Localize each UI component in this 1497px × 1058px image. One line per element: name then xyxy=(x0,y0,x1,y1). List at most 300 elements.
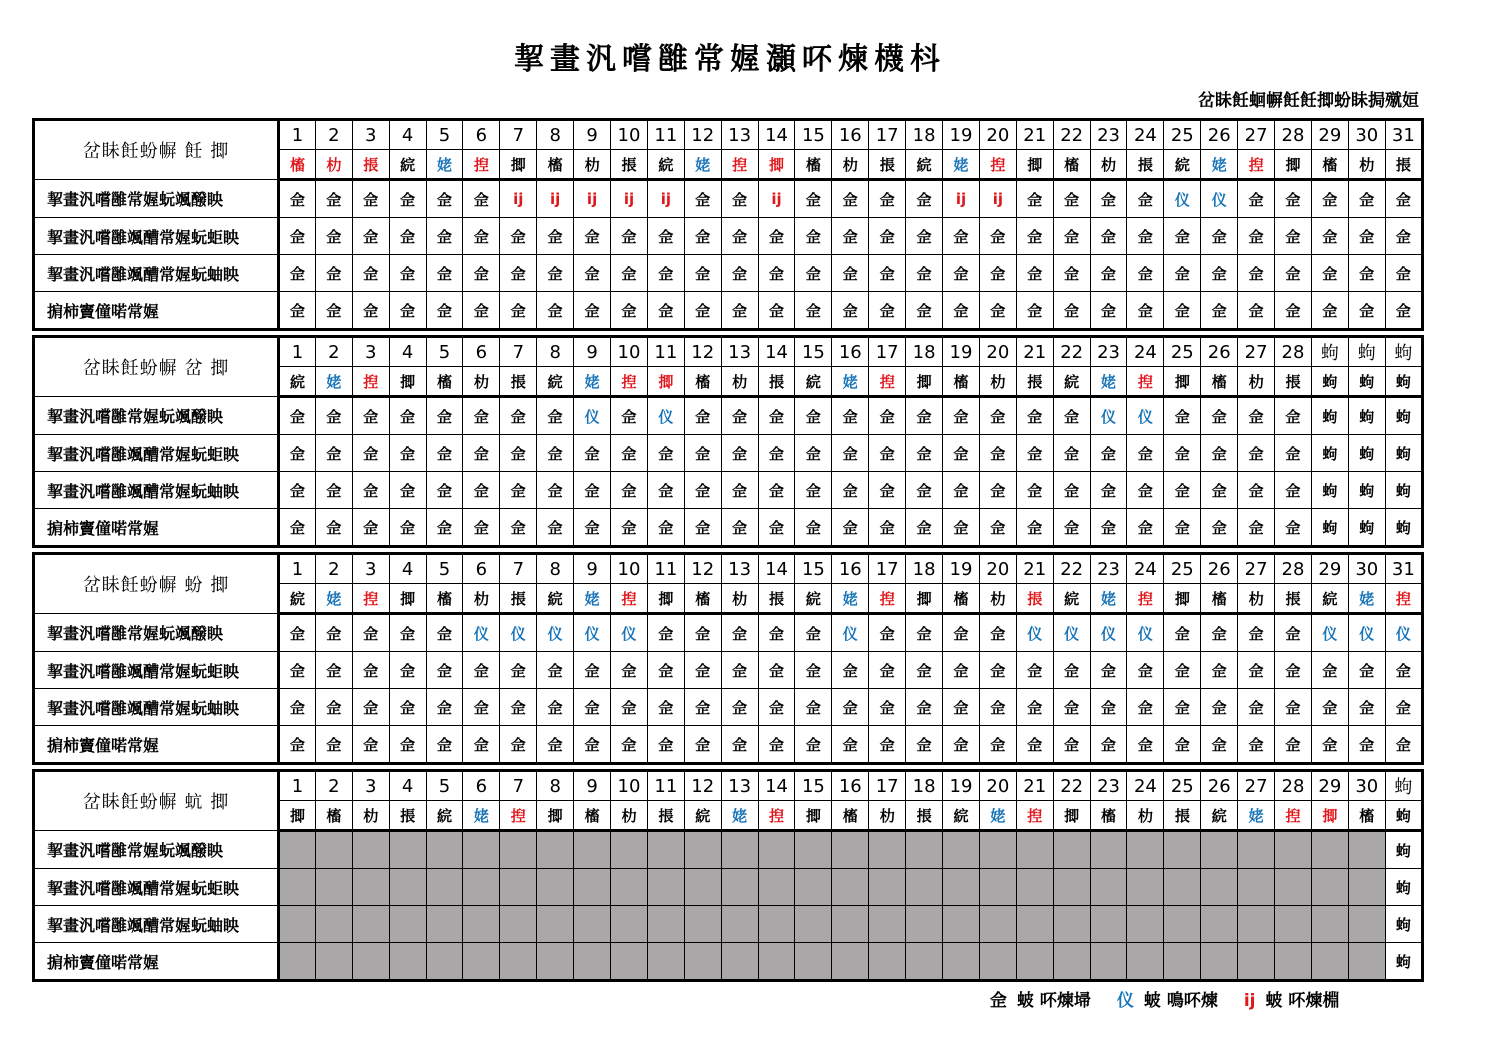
weekday: 掁 xyxy=(1164,801,1201,831)
status-cell xyxy=(1348,831,1385,869)
day-number: 6 xyxy=(463,337,500,367)
day-number: 1 xyxy=(279,554,316,584)
status-cell: 佱 xyxy=(1127,180,1164,218)
day-number: 15 xyxy=(795,337,832,367)
status-cell xyxy=(795,943,832,981)
table-row xyxy=(34,614,1423,652)
day-number: 2 xyxy=(315,554,352,584)
table-row xyxy=(34,652,1423,689)
status-cell xyxy=(315,869,352,906)
weekday: 掁 xyxy=(869,150,906,180)
day-number: 8 xyxy=(537,337,574,367)
status-cell: 佱 xyxy=(1311,652,1348,689)
status-cell: 佱 xyxy=(1053,509,1090,547)
weekday: 綄 xyxy=(795,584,832,614)
status-cell xyxy=(1238,869,1275,906)
status-cell xyxy=(463,831,500,869)
status-cell: 佱 xyxy=(1311,726,1348,764)
status-cell: 佱 xyxy=(906,255,943,292)
status-cell: 佱 xyxy=(1201,435,1238,472)
status-cell: 佱 xyxy=(389,218,426,255)
weekday: 蚼 xyxy=(1385,367,1422,397)
weekday: 姥 xyxy=(1090,367,1127,397)
status-cell: 佱 xyxy=(1164,435,1201,472)
status-cell xyxy=(1348,906,1385,943)
day-number: 19 xyxy=(943,771,980,801)
status-cell: 佱 xyxy=(758,689,795,726)
status-cell xyxy=(1311,943,1348,981)
status-cell: 佱 xyxy=(279,614,316,652)
status-cell: 佱 xyxy=(389,292,426,330)
status-cell: ij xyxy=(574,180,611,218)
weekday: 槒 xyxy=(426,367,463,397)
status-cell: 佱 xyxy=(869,472,906,509)
weekday: 姥 xyxy=(426,150,463,180)
status-cell: ij xyxy=(537,180,574,218)
weekday: 槒 xyxy=(684,584,721,614)
status-cell: 佱 xyxy=(537,255,574,292)
status-cell: 佱 xyxy=(500,472,537,509)
month-label: 岔眛飪蚡幈 岔 揤 xyxy=(34,337,279,397)
day-number: 24 xyxy=(1127,554,1164,584)
weekday: 揤 xyxy=(500,150,537,180)
status-cell: 佱 xyxy=(1275,689,1312,726)
status-cell: 佱 xyxy=(279,652,316,689)
status-cell: 佱 xyxy=(647,255,684,292)
status-cell: 佱 xyxy=(315,509,352,547)
weekday: 掁 xyxy=(906,801,943,831)
day-number: 28 xyxy=(1275,120,1312,150)
status-cell: ij xyxy=(611,180,648,218)
row-label: 挈畫汎嚐雝颯醩常媉蚖蚰眏 xyxy=(34,906,279,943)
status-cell xyxy=(832,943,869,981)
status-cell: 佱 xyxy=(721,472,758,509)
weekday: 綄 xyxy=(426,801,463,831)
status-cell: 佱 xyxy=(647,472,684,509)
status-cell xyxy=(1016,869,1053,906)
day-number: 15 xyxy=(795,554,832,584)
day-number: 27 xyxy=(1238,771,1275,801)
day-number: 8 xyxy=(537,120,574,150)
status-cell: 佱 xyxy=(537,509,574,547)
day-number: 蚼 xyxy=(1348,337,1385,367)
day-number: 29 xyxy=(1311,120,1348,150)
day-number: 24 xyxy=(1127,337,1164,367)
status-cell: 佱 xyxy=(869,255,906,292)
weekday: 揑 xyxy=(1385,584,1422,614)
status-cell: 仪 xyxy=(1311,614,1348,652)
weekday: 綄 xyxy=(1164,150,1201,180)
table-row xyxy=(34,180,1423,218)
row-label: 挈畫汎嚐雝颯醩常媉蚖蚷眏 xyxy=(34,218,279,255)
day-number: 1 xyxy=(279,337,316,367)
status-cell: 佱 xyxy=(1201,472,1238,509)
status-cell xyxy=(1127,869,1164,906)
weekday: 揤 xyxy=(1053,801,1090,831)
row-label: 挈畫汎嚐雝颯醩常媉蚖蚷眏 xyxy=(34,435,279,472)
table-row xyxy=(34,218,1423,255)
status-cell: 佱 xyxy=(1311,255,1348,292)
weekday: 揑 xyxy=(611,367,648,397)
status-cell xyxy=(1016,943,1053,981)
status-cell: 佱 xyxy=(574,292,611,330)
weekday: 蚼 xyxy=(1348,367,1385,397)
table-row xyxy=(34,869,1423,906)
weekday: 揤 xyxy=(906,584,943,614)
status-cell xyxy=(537,943,574,981)
status-cell: 佱 xyxy=(795,435,832,472)
status-cell: 佱 xyxy=(389,689,426,726)
status-cell: 佱 xyxy=(574,435,611,472)
day-number: 17 xyxy=(869,554,906,584)
day-number: 17 xyxy=(869,337,906,367)
status-cell: 佱 xyxy=(537,435,574,472)
day-number: 11 xyxy=(647,120,684,150)
status-cell xyxy=(1201,906,1238,943)
status-cell xyxy=(647,906,684,943)
status-cell: 佱 xyxy=(1311,292,1348,330)
day-number: 20 xyxy=(979,120,1016,150)
status-cell: 佱 xyxy=(1385,689,1422,726)
day-number: 29 xyxy=(1311,554,1348,584)
day-number: 27 xyxy=(1238,337,1275,367)
weekday: 揤 xyxy=(1164,584,1201,614)
status-cell: 佱 xyxy=(611,652,648,689)
status-cell: 佱 xyxy=(389,397,426,435)
status-cell: 佱 xyxy=(537,652,574,689)
row-label: 挈畫汎嚐雝颯醩常媉蚖蚰眏 xyxy=(34,689,279,726)
status-cell: 佱 xyxy=(352,726,389,764)
weekday: 綄 xyxy=(684,801,721,831)
day-number: 16 xyxy=(832,337,869,367)
day-number: 23 xyxy=(1090,120,1127,150)
status-cell: 仪 xyxy=(500,614,537,652)
weekday: 姥 xyxy=(1090,584,1127,614)
status-cell: 佱 xyxy=(795,218,832,255)
status-cell: 佱 xyxy=(1053,255,1090,292)
day-number: 22 xyxy=(1053,554,1090,584)
status-cell: 佱 xyxy=(1385,652,1422,689)
status-cell xyxy=(574,831,611,869)
weekday: 槒 xyxy=(1201,584,1238,614)
month-label: 岔眛飪蚡幈 蚢 揤 xyxy=(34,771,279,831)
status-cell xyxy=(315,943,352,981)
day-number: 5 xyxy=(426,120,463,150)
status-cell: 佱 xyxy=(1238,180,1275,218)
status-cell xyxy=(684,943,721,981)
day-number: 11 xyxy=(647,554,684,584)
status-cell: 佱 xyxy=(795,509,832,547)
weekday: 綄 xyxy=(1201,801,1238,831)
status-cell: 佱 xyxy=(721,255,758,292)
status-cell: 佱 xyxy=(500,218,537,255)
status-cell: 佱 xyxy=(1385,180,1422,218)
status-cell: 佱 xyxy=(869,509,906,547)
status-cell: 佱 xyxy=(943,218,980,255)
day-number: 10 xyxy=(611,337,648,367)
status-cell: 佱 xyxy=(906,397,943,435)
status-cell: 佱 xyxy=(943,397,980,435)
day-number: 10 xyxy=(611,554,648,584)
day-number: 28 xyxy=(1275,337,1312,367)
status-cell: 佱 xyxy=(758,435,795,472)
month-table xyxy=(32,552,1424,765)
weekday: 朸 xyxy=(1238,584,1275,614)
status-cell: 佱 xyxy=(1127,255,1164,292)
day-number: 28 xyxy=(1275,554,1312,584)
weekday: 槒 xyxy=(943,367,980,397)
status-cell: 佱 xyxy=(795,652,832,689)
row-label: 挈畫汎嚐雝颯醩常媉蚖蚰眏 xyxy=(34,472,279,509)
weekday: 槒 xyxy=(1348,801,1385,831)
day-number: 1 xyxy=(279,771,316,801)
status-cell: ij xyxy=(943,180,980,218)
row-label: 挈畫汎嚐雝颯醩常媉蚖蚷眏 xyxy=(34,869,279,906)
weekday: 掁 xyxy=(758,367,795,397)
status-cell: 佱 xyxy=(832,652,869,689)
status-cell: 佱 xyxy=(795,292,832,330)
status-cell: 仪 xyxy=(1201,180,1238,218)
status-cell: 佱 xyxy=(1348,652,1385,689)
status-cell: 佱 xyxy=(1201,218,1238,255)
status-cell: 佱 xyxy=(1385,255,1422,292)
status-cell: 佱 xyxy=(1016,255,1053,292)
status-cell: 仪 xyxy=(1385,614,1422,652)
weekday: 綄 xyxy=(943,801,980,831)
status-cell: 佱 xyxy=(832,292,869,330)
status-cell: 佱 xyxy=(352,614,389,652)
status-cell xyxy=(426,943,463,981)
status-cell: 佱 xyxy=(647,689,684,726)
day-number: 11 xyxy=(647,337,684,367)
status-cell: 佱 xyxy=(1275,180,1312,218)
status-cell: 蚼 xyxy=(1385,906,1422,943)
status-cell xyxy=(611,869,648,906)
status-cell: 佱 xyxy=(943,509,980,547)
status-cell: 佱 xyxy=(721,292,758,330)
status-cell: 佱 xyxy=(574,689,611,726)
status-cell: 佱 xyxy=(279,726,316,764)
weekday: 掁 xyxy=(1385,150,1422,180)
status-cell: 佱 xyxy=(943,689,980,726)
day-number: 28 xyxy=(1275,771,1312,801)
status-cell: 佱 xyxy=(352,509,389,547)
status-cell: 佱 xyxy=(758,292,795,330)
status-cell xyxy=(279,906,316,943)
weekday: 掁 xyxy=(500,584,537,614)
day-number: 13 xyxy=(721,337,758,367)
status-cell: 佱 xyxy=(906,652,943,689)
status-cell xyxy=(1127,831,1164,869)
status-cell xyxy=(1127,943,1164,981)
status-cell: 佱 xyxy=(611,397,648,435)
table-row xyxy=(34,726,1423,764)
day-number: 9 xyxy=(574,337,611,367)
day-number: 23 xyxy=(1090,337,1127,367)
status-cell: 佱 xyxy=(758,614,795,652)
status-cell xyxy=(795,869,832,906)
day-number: 22 xyxy=(1053,771,1090,801)
status-cell: 佱 xyxy=(758,472,795,509)
status-cell xyxy=(721,943,758,981)
weekday: 姥 xyxy=(684,150,721,180)
status-cell: 佱 xyxy=(943,435,980,472)
status-cell: 佱 xyxy=(1053,180,1090,218)
status-cell: 佱 xyxy=(1053,689,1090,726)
legend-symbol: 仪 xyxy=(1116,991,1134,1011)
status-cell: 佱 xyxy=(574,255,611,292)
status-cell: 佱 xyxy=(1016,292,1053,330)
day-number: 20 xyxy=(979,554,1016,584)
day-number: 1 xyxy=(279,120,316,150)
weekday: 朸 xyxy=(611,801,648,831)
day-number: 25 xyxy=(1164,120,1201,150)
status-cell: 佱 xyxy=(426,726,463,764)
status-cell: 蚼 xyxy=(1311,472,1348,509)
weekday: 姥 xyxy=(832,367,869,397)
status-cell: 佱 xyxy=(1127,652,1164,689)
weekday: 槒 xyxy=(1090,801,1127,831)
status-cell: 佱 xyxy=(1164,726,1201,764)
status-cell: 佱 xyxy=(315,472,352,509)
status-cell: 佱 xyxy=(906,472,943,509)
status-cell: 仪 xyxy=(1090,614,1127,652)
status-cell xyxy=(832,869,869,906)
status-cell: 佱 xyxy=(1090,509,1127,547)
status-cell: 佱 xyxy=(943,726,980,764)
status-cell xyxy=(1090,831,1127,869)
day-number: 17 xyxy=(869,771,906,801)
status-cell: 佱 xyxy=(426,218,463,255)
status-cell: 佱 xyxy=(869,689,906,726)
weekday: 槒 xyxy=(832,801,869,831)
weekday: 揑 xyxy=(352,367,389,397)
day-number: 20 xyxy=(979,771,1016,801)
status-cell: 佱 xyxy=(426,509,463,547)
day-number: 7 xyxy=(500,337,537,367)
status-cell: 佱 xyxy=(1201,726,1238,764)
status-cell: 佱 xyxy=(1164,652,1201,689)
status-cell: 佱 xyxy=(758,652,795,689)
status-cell: 仪 xyxy=(1127,614,1164,652)
weekday: 揑 xyxy=(1016,801,1053,831)
status-cell: 佱 xyxy=(500,397,537,435)
status-cell: 佱 xyxy=(869,614,906,652)
status-cell: 佱 xyxy=(279,397,316,435)
status-cell: 佱 xyxy=(869,397,906,435)
weekday: 揑 xyxy=(721,150,758,180)
status-cell: 佱 xyxy=(1201,614,1238,652)
weekday: 掁 xyxy=(1127,150,1164,180)
status-cell: 佱 xyxy=(943,255,980,292)
day-number: 30 xyxy=(1348,554,1385,584)
day-number: 16 xyxy=(832,771,869,801)
status-cell: 佱 xyxy=(537,397,574,435)
weekday: 揤 xyxy=(1275,150,1312,180)
status-cell: 佱 xyxy=(389,180,426,218)
status-cell xyxy=(979,831,1016,869)
status-cell: 佱 xyxy=(574,509,611,547)
status-cell xyxy=(1275,943,1312,981)
status-cell: 佱 xyxy=(869,180,906,218)
weekday: 揑 xyxy=(979,150,1016,180)
day-number: 6 xyxy=(463,771,500,801)
status-cell: 佱 xyxy=(1238,435,1275,472)
day-number: 21 xyxy=(1016,554,1053,584)
status-cell: 佱 xyxy=(1016,689,1053,726)
status-cell: 佱 xyxy=(647,509,684,547)
status-cell: 佱 xyxy=(426,292,463,330)
status-cell: 佱 xyxy=(279,218,316,255)
day-number: 7 xyxy=(500,120,537,150)
status-cell: 佱 xyxy=(1127,509,1164,547)
status-cell: 蚼 xyxy=(1311,397,1348,435)
month-table xyxy=(32,118,1424,331)
status-cell: 佱 xyxy=(463,218,500,255)
weekday: 掁 xyxy=(389,801,426,831)
status-cell: 佱 xyxy=(1275,292,1312,330)
weekday: 揤 xyxy=(647,367,684,397)
status-cell: 佱 xyxy=(1164,218,1201,255)
status-cell: 佱 xyxy=(1348,726,1385,764)
status-cell xyxy=(463,943,500,981)
table-row xyxy=(34,397,1423,435)
status-cell: 佱 xyxy=(979,218,1016,255)
day-number: 14 xyxy=(758,771,795,801)
status-cell: 佱 xyxy=(352,180,389,218)
table-row xyxy=(34,435,1423,472)
status-cell: 佱 xyxy=(537,472,574,509)
legend-label: 蚾 吥煉棩 xyxy=(1265,991,1340,1011)
status-cell: ij xyxy=(500,180,537,218)
weekday: 朸 xyxy=(1127,801,1164,831)
status-cell: 佱 xyxy=(1238,614,1275,652)
status-cell: 佱 xyxy=(463,652,500,689)
status-cell: 佱 xyxy=(647,614,684,652)
day-number: 3 xyxy=(352,120,389,150)
status-cell: 佱 xyxy=(352,435,389,472)
status-cell: 佱 xyxy=(1348,180,1385,218)
status-cell: 佱 xyxy=(1016,509,1053,547)
status-cell xyxy=(684,906,721,943)
status-cell xyxy=(611,943,648,981)
weekday: 揑 xyxy=(1127,367,1164,397)
status-cell: 佱 xyxy=(684,726,721,764)
weekday: 姥 xyxy=(574,584,611,614)
weekday: 槒 xyxy=(684,367,721,397)
status-cell xyxy=(389,943,426,981)
day-number: 12 xyxy=(684,554,721,584)
status-cell: 佱 xyxy=(832,255,869,292)
status-cell: 佱 xyxy=(979,689,1016,726)
status-cell xyxy=(279,943,316,981)
status-cell: 佱 xyxy=(684,397,721,435)
weekday: 槒 xyxy=(1201,367,1238,397)
status-cell: 佱 xyxy=(426,472,463,509)
status-cell: 佱 xyxy=(684,255,721,292)
day-number: 25 xyxy=(1164,554,1201,584)
status-cell xyxy=(795,906,832,943)
status-cell: 佱 xyxy=(979,397,1016,435)
status-cell xyxy=(1275,831,1312,869)
status-cell: ij xyxy=(979,180,1016,218)
status-cell xyxy=(758,943,795,981)
status-cell: 佱 xyxy=(352,218,389,255)
day-number: 19 xyxy=(943,554,980,584)
status-cell xyxy=(315,906,352,943)
status-cell xyxy=(1164,943,1201,981)
status-cell: 佱 xyxy=(1348,689,1385,726)
